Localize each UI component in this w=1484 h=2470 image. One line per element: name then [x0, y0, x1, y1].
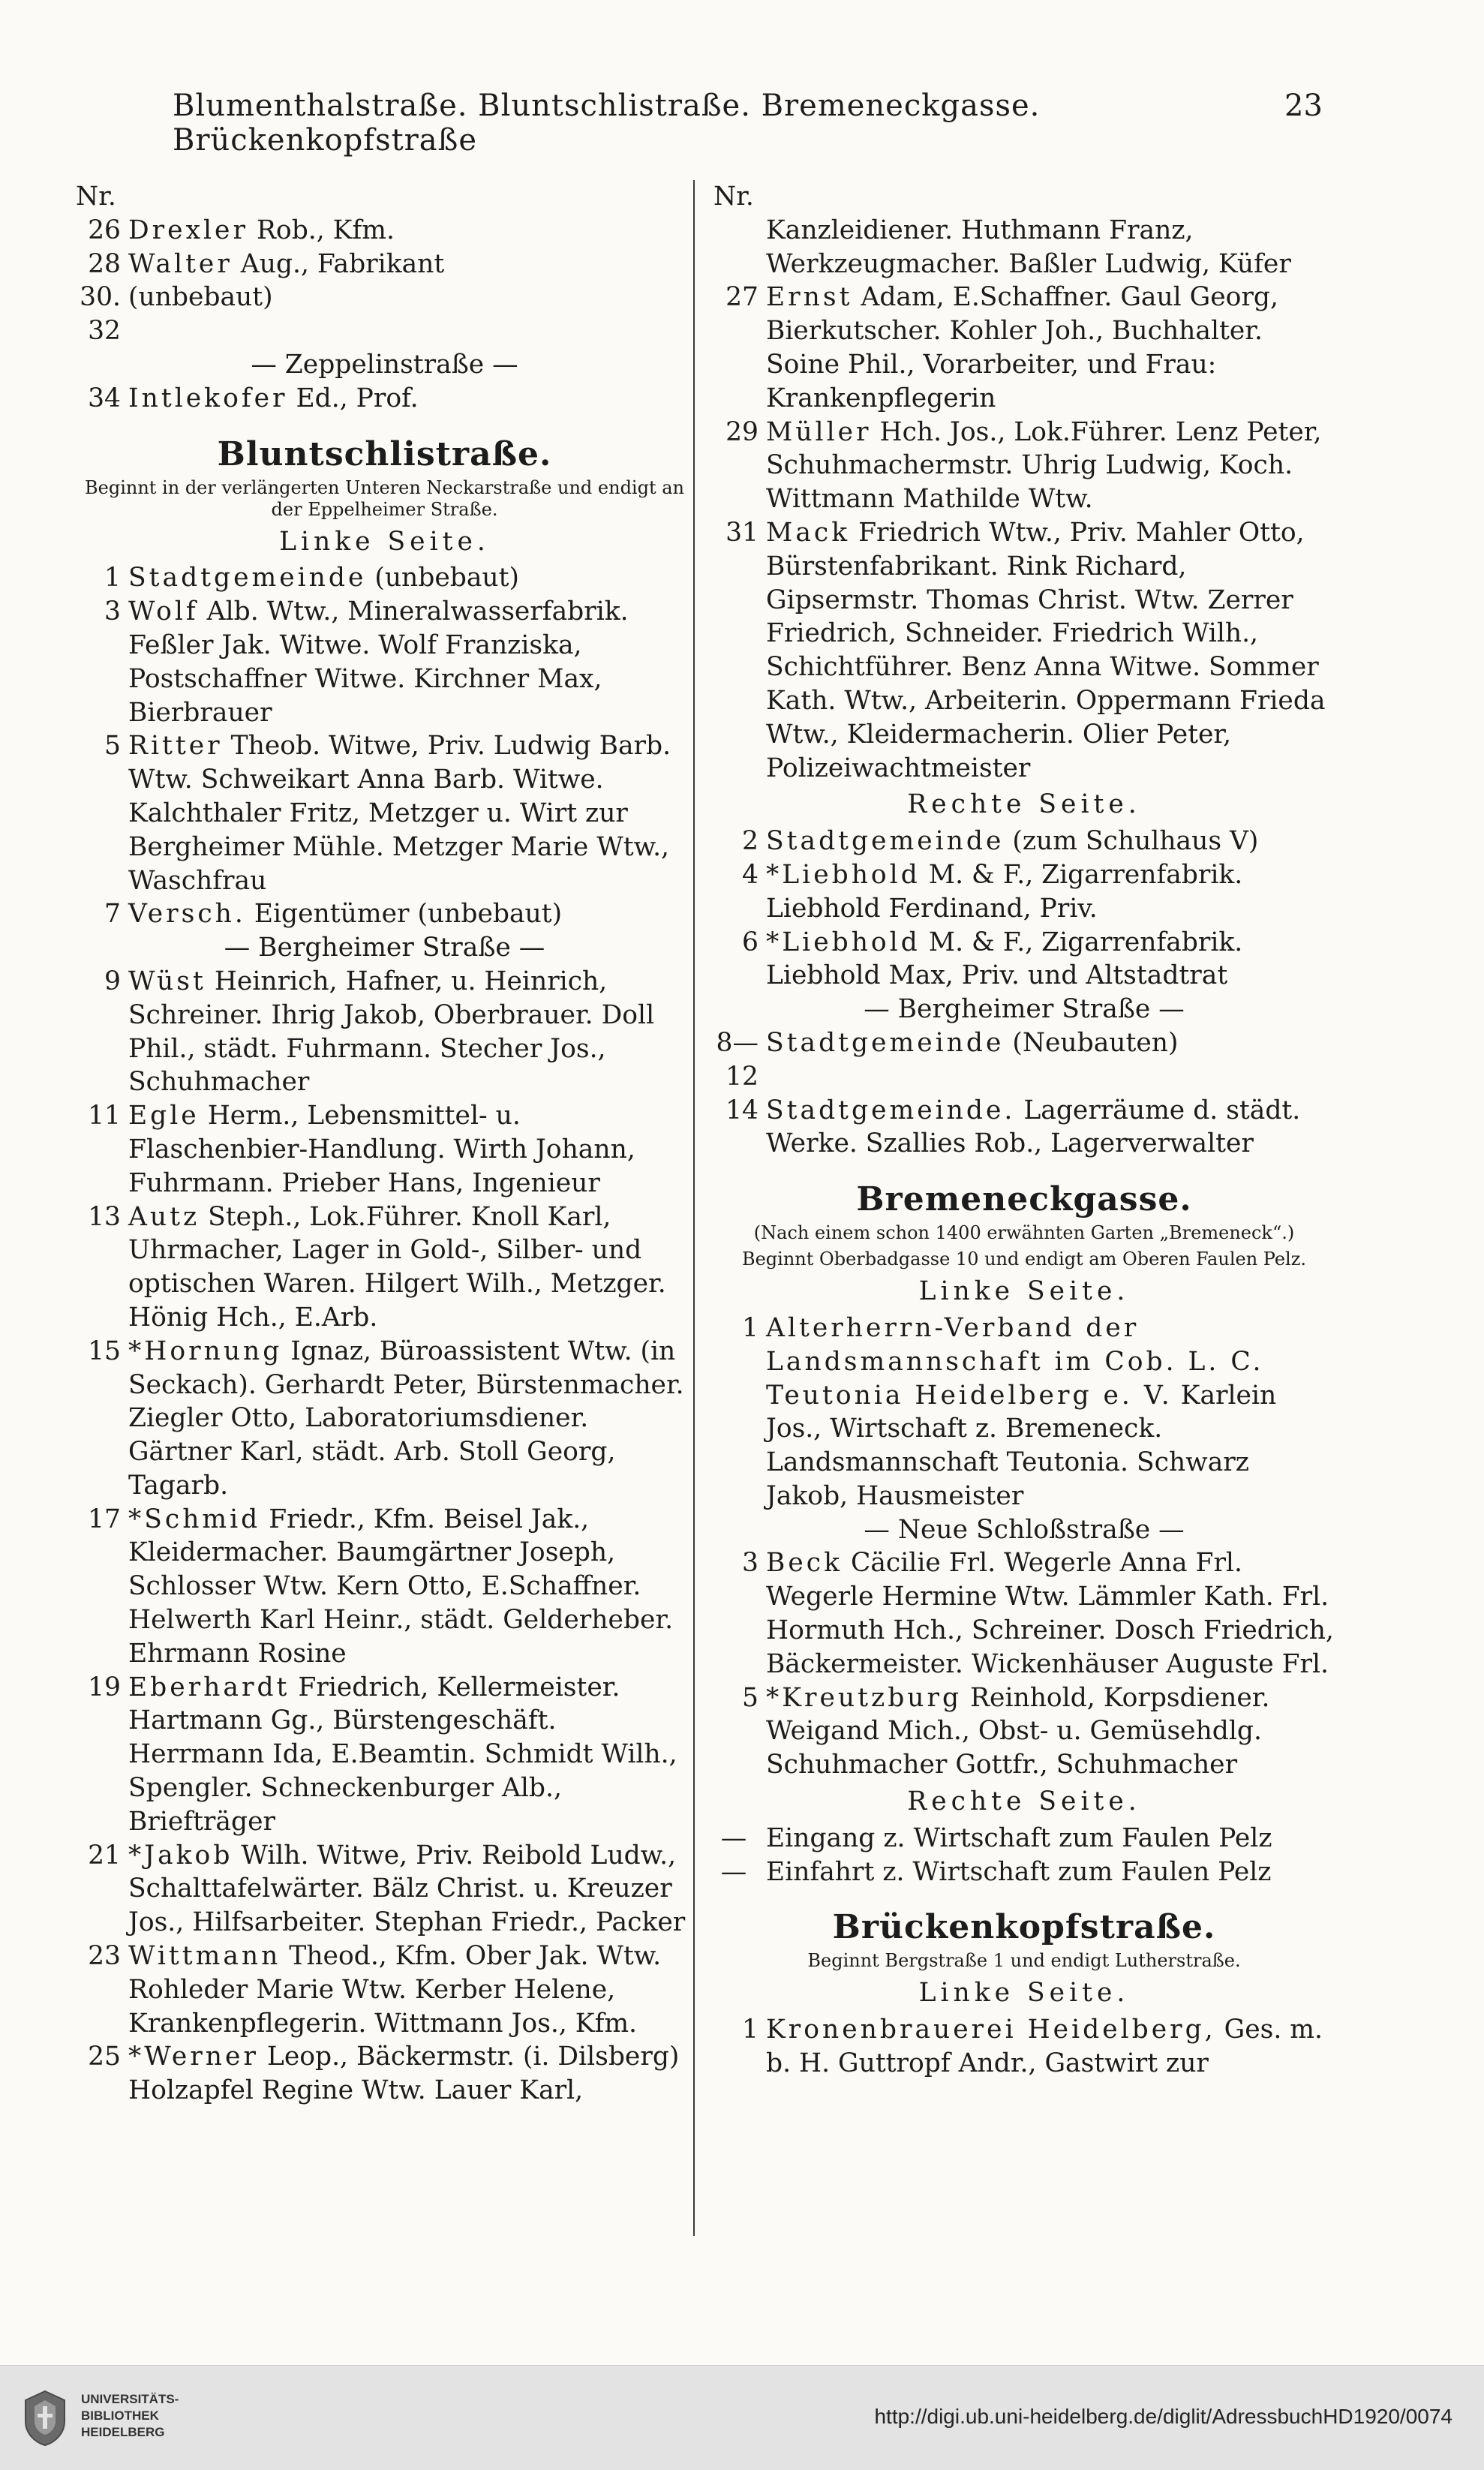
entry-details: (unbebaut) [128, 282, 273, 313]
list-item [71, 595, 698, 729]
list-item [709, 1822, 1339, 1856]
list-item [71, 1839, 698, 1940]
house-number: 15 [88, 1336, 121, 1366]
entry-details: (zum Schulhaus V) [1004, 826, 1259, 857]
entry-text [128, 214, 698, 248]
owner-name: Stadtgemeinde [766, 1027, 1005, 1058]
side-label: Rechte Seite. [907, 1786, 1141, 1817]
owner-name: *Kreutzburg [766, 1682, 963, 1713]
cross-street: — Neue Schloßstraße — [864, 1514, 1185, 1545]
owner-name: Ritter [128, 731, 223, 762]
owner-name: *Werner [128, 2042, 259, 2072]
entry-text [128, 965, 698, 1099]
owner-name: Drexler [128, 215, 248, 245]
house-number: 1 [742, 1312, 759, 1343]
house-number: 34 [88, 383, 121, 413]
house-number: 29 [725, 416, 759, 447]
cross-street: — Bergheimer Straße — [224, 933, 545, 963]
list-item [71, 1335, 698, 1503]
entry-details: Herm., Lebensmittel- u. Flaschenbier-Handlung. Wirth Johann, Fuhrmann. Prieber Hans, Ingenieur [128, 1101, 635, 1198]
entry-text [128, 248, 698, 281]
owner-name: Autz [128, 1201, 200, 1232]
cross-street: — Bergheimer Straße — [864, 994, 1185, 1025]
list-item [709, 1681, 1339, 1782]
list-item [71, 897, 698, 931]
owner-name: Stadtgemeinde [766, 826, 1005, 857]
list-item [71, 281, 698, 348]
owner-name: Egle [128, 1101, 200, 1131]
house-number: 14 [725, 1095, 759, 1125]
entry-text [766, 1546, 1339, 1681]
list-item [709, 1856, 1339, 1889]
nr-label: Nr. [713, 182, 754, 212]
owner-name: Kronenbrauerei Heidelberg, [766, 2015, 1216, 2045]
nr-label: Nr. [76, 182, 116, 212]
owner-name: *Hornung [128, 1336, 283, 1366]
house-number: 17 [88, 1504, 121, 1534]
entry-text [128, 382, 698, 416]
owner-name: *Schmid [128, 1504, 261, 1534]
entry-details: Theod., Kfm. Ober Jak. Wtw. Rohleder Marie Wtw. Kerber Helene, Krankenpflegerin. Wittmann Jos., Kfm. [128, 1941, 662, 2039]
entry-text [128, 2040, 698, 2108]
owner-name: Ernst [766, 282, 853, 313]
street-note: (Nach einem schon 1400 erwähnten Garten „Bremeneck“.) [753, 1222, 1295, 1244]
entry-text [128, 595, 698, 729]
list-item [709, 1546, 1339, 1681]
owner-name: Wolf [128, 596, 199, 627]
owner-name: Stadtgemeinde [128, 563, 367, 593]
entry-details: Ges. m. b. H. Guttropf Andr., Gastwirt zur [766, 2015, 1323, 2079]
list-item [709, 416, 1339, 516]
source-url-link[interactable]: http://digi.ub.uni-heidelberg.de/diglit/AdressbuchHD1920/0074 [874, 2405, 1452, 2428]
entry-details: Rob., Kfm. [248, 215, 395, 245]
entry-text [766, 825, 1339, 858]
entry-details: Ed., Prof. [287, 383, 419, 413]
entry-text [766, 516, 1339, 785]
house-number: 1 [104, 563, 121, 593]
entry-text [128, 1503, 698, 1671]
entry-details: Adam, E.Schaffner. Gaul Georg, Bierkutscher. Kohler Joh., Buchhalter. Soine Phil., Vorarbeiter, und Frau: Krankenpflegerin [766, 282, 1278, 413]
entry-text [766, 1312, 1339, 1513]
owner-name: Wüst [128, 966, 206, 996]
entry-text [128, 1099, 698, 1200]
left-column [71, 180, 698, 2108]
owner-name: *Liebhold [766, 859, 921, 890]
house-number: 2 [742, 826, 759, 857]
digitization-footer [0, 2365, 1484, 2470]
owner-name: Beck [766, 1548, 843, 1579]
entry-details: Theob. Witwe, Priv. Ludwig Barb. Wtw. Schweikart Anna Barb. Witwe. Kalchthaler Fritz, Metzger u. Wirt zur Bergheimer Mühle. Metzger Marie Wtw., Waschfrau [128, 731, 671, 896]
entry-text [766, 281, 1339, 415]
list-item [709, 2013, 1339, 2081]
entry-details: Eigentümer (unbebaut) [245, 899, 563, 930]
right-column [709, 180, 1339, 2081]
owner-name: Intlekofer [128, 383, 288, 413]
entry-text [128, 1940, 698, 2040]
street-heading: Brückenkopfstraße. [832, 1908, 1216, 1947]
owner-name: Stadtgemeinde. [766, 1095, 1016, 1125]
list-item [709, 926, 1339, 993]
list-item [71, 1503, 698, 1671]
entry-text [128, 1671, 698, 1839]
entry-text [766, 1026, 1339, 1060]
running-title: Blumenthalstraße. Bluntschlistraße. Bremeneckgasse. Brückenkopfstraße [173, 89, 1041, 158]
entry-text [766, 1681, 1339, 1782]
entry-details: Wilh. Witwe, Priv. Reibold Ludw., Schalttafelwärter. Bälz Christ. u. Kreuzer Jos., Hilfsarbeiter. Stephan Friedr., Packer [128, 1840, 686, 1938]
owner-name: *Jakob [128, 1840, 233, 1871]
house-number: 4 [742, 859, 759, 890]
list-item [71, 2040, 698, 2108]
entry-text [128, 1839, 698, 1940]
cross-street: — Zeppelinstraße — [251, 349, 518, 380]
list-item [709, 281, 1339, 415]
entry-details: Aug., Fabrikant [232, 248, 445, 279]
entry-text: Eingang z. Wirtschaft zum Faulen Pelz [766, 1822, 1272, 1853]
house-number: 3 [742, 1548, 759, 1579]
house-number: 21 [88, 1840, 121, 1871]
side-label: Linke Seite. [279, 526, 490, 557]
entry-text [766, 416, 1339, 516]
street-description: Beginnt in der verlängerten Unteren Neckarstraße und endigt an der Eppelheimer Straße. [84, 476, 685, 520]
list-item [709, 858, 1339, 926]
owner-name: Versch. [128, 899, 246, 930]
house-number: 11 [88, 1101, 121, 1131]
list-item [71, 729, 698, 897]
entry-details: (Neubauten) [1004, 1027, 1179, 1058]
list-item [71, 1099, 698, 1200]
house-number: 5 [104, 731, 121, 762]
list-item [71, 1940, 698, 2040]
entry-details: Lagerräume d. städt. Werke. Szallies Rob., Lagerverwalter [766, 1095, 1301, 1159]
entry-text: Einfahrt z. Wirtschaft zum Faulen Pelz [766, 1856, 1272, 1887]
entry-details: Reinhold, Korpsdiener. Weigand Mich., Obst- u. Gemüsehdlg. Schuhmacher Gottfr., Schuhmacher [766, 1682, 1270, 1780]
entry-details: Friedrich, Kellermeister. Hartmann Gg., Bürstengeschäft. Herrmann Ida, E.Beamtin. Schmidt Wilh., Spengler. Schneckenburger Alb., Briefträger [128, 1672, 677, 1837]
list-item [71, 1671, 698, 1839]
entry-text [128, 897, 698, 931]
owner-name: Wittmann [128, 1941, 281, 1972]
entry-details: Karlein Jos., Wirtschaft z. Bremeneck. Landsmannschaft Teutonia. Schwarz Jakob, Hausmeister [766, 1380, 1277, 1511]
owner-name: Alterherrn-Verband der Landsmannschaft im Cob. L. C. Teutonia Heidelberg e. V. [766, 1312, 1264, 1411]
house-number: 9 [104, 966, 121, 996]
house-number: 5 [742, 1682, 759, 1713]
house-number: 1 [742, 2015, 759, 2045]
house-number: 7 [104, 899, 121, 930]
entry-carryover: Kanzleidiener. Huthmann Franz, Werkzeugmacher. Baßler Ludwig, Küfer [766, 215, 1291, 279]
university-seal-icon [23, 2388, 68, 2448]
owner-name: *Liebhold [766, 927, 921, 957]
side-label: Rechte Seite. [907, 789, 1141, 820]
library-name [81, 2391, 179, 2441]
entry-details: Heinrich, Hafner, u. Heinrich, Schreiner. Ihrig Jakob, Oberbrauer. Doll Phil., städt. Fuhrmann. Stecher Jos., Schuhmacher [128, 966, 655, 1098]
street-heading: Bluntschlistraße. [217, 434, 552, 473]
entry-details: Leop., Bäckermstr. (i. Dilsberg) Holzapfel Regine Wtw. Lauer Karl, [128, 2042, 680, 2106]
library-name-line: UNIVERSITÄTS- [81, 2392, 179, 2406]
house-number: — [720, 1822, 747, 1853]
house-number: 13 [88, 1201, 121, 1232]
entry-details: Ignaz, Büroassistent Wtw. (in Seckach). Gerhardt Peter, Bürstenmacher. Ziegler Otto, Laboratoriumsdiener. Gärtner Karl, städt. Arb. Stoll Georg, Tagarb. [128, 1336, 684, 1501]
side-label: Linke Seite. [918, 1978, 1130, 2009]
entry-text [128, 281, 698, 314]
owner-name: Walter [128, 248, 233, 279]
house-number: 3 [104, 596, 121, 627]
entry-details: Friedrich Wtw., Priv. Mahler Otto, Bürstenfabrikant. Rink Richard, Gipsermstr. Thomas Christ. Wtw. Zerrer Friedrich, Schneider. Friedrich Wilh., Schichtführer. Benz Anna Witwe. Sommer Kath. Wtw., Arbeiterin. Oppermann Frieda Wtw., Kleidermacherin. Olier Peter, Polizeiwachtmeister [766, 517, 1326, 783]
list-item [709, 1312, 1339, 1513]
entry-details: M. & F., Zigarrenfabrik. Liebhold Ferdinand, Priv. [766, 859, 1243, 924]
owner-name: Eberhardt [128, 1672, 290, 1702]
page-number: 23 [1284, 89, 1323, 123]
list-item [71, 248, 698, 281]
list-item [71, 382, 698, 416]
side-label: Linke Seite. [918, 1276, 1130, 1307]
entry-details: M. & F., Zigarrenfabrik. Liebhold Max, Priv. und Altstadtrat [766, 927, 1243, 991]
entry-details: Friedr., Kfm. Beisel Jak., Kleidermacher. Baumgärtner Joseph, Schlosser Wtw. Kern Otto, E.Schaffner. Helwerth Karl Heinr., städt. Gelderheber. Ehrmann Rosine [128, 1504, 674, 1669]
house-number: 19 [88, 1672, 121, 1702]
list-item [709, 1094, 1339, 1161]
house-number: — [720, 1856, 747, 1887]
entry-text [766, 1094, 1339, 1161]
list-item [71, 965, 698, 1099]
entry-text [128, 1200, 698, 1335]
library-name-line: HEIDELBERG [81, 2425, 165, 2439]
entry-details: Alb. Wtw., Mineralwasserfabrik. Feßler Jak. Witwe. Wolf Franziska, Postschaffner Witwe. Kirchner Max, Bierbrauer [128, 596, 629, 728]
house-number: 30. 32 [80, 282, 121, 347]
house-number: 28 [88, 248, 121, 279]
house-number: 6 [742, 927, 759, 957]
entry-details: Hch. Jos., Lok.Führer. Lenz Peter, Schuhmachermstr. Uhrig Ludwig, Koch. Wittmann Mathilde Wtw. [766, 416, 1322, 515]
list-item [709, 516, 1339, 785]
list-item [71, 214, 698, 248]
owner-name: Mack [766, 517, 851, 548]
entry-text [766, 858, 1339, 926]
entry-text [128, 729, 698, 897]
list-item [709, 1026, 1339, 1094]
house-number: 27 [725, 282, 759, 313]
list-item [71, 561, 698, 595]
street-heading: Bremeneckgasse. [856, 1180, 1192, 1219]
house-number: 31 [725, 517, 759, 548]
house-number: 26 [88, 215, 121, 245]
list-item [709, 214, 1339, 281]
list-item [709, 825, 1339, 858]
entry-text [766, 2013, 1339, 2081]
entry-text [766, 926, 1339, 993]
entry-details: Steph., Lok.Führer. Knoll Karl, Uhrmacher, Lager in Gold-, Silber- und optischen Waren. Hilgert Wilh., Metzger. Hönig Hch., E.Arb. [128, 1201, 666, 1333]
list-item [71, 1200, 698, 1335]
house-number: 8—12 [716, 1027, 759, 1092]
entry-details: (unbebaut) [366, 563, 519, 593]
house-number: 25 [88, 2042, 121, 2072]
entry-details: Cäcilie Frl. Wegerle Anna Frl. Wegerle Hermine Wtw. Lämmler Kath. Frl. Hormuth Hch., Schreiner. Dosch Friedrich, Bäckermeister. Wickenhäuser Auguste Frl. [766, 1548, 1334, 1679]
library-name-line: BIBLIOTHEK [81, 2408, 159, 2423]
street-description: Beginnt Bergstraße 1 und endigt Lutherstraße. [807, 1950, 1241, 1972]
owner-name: Müller [766, 416, 872, 447]
entry-text [128, 1335, 698, 1503]
entry-text [128, 561, 698, 595]
street-description: Beginnt Oberbadgasse 10 und endigt am Oberen Faulen Pelz. [741, 1249, 1307, 1270]
house-number: 23 [88, 1941, 121, 1972]
